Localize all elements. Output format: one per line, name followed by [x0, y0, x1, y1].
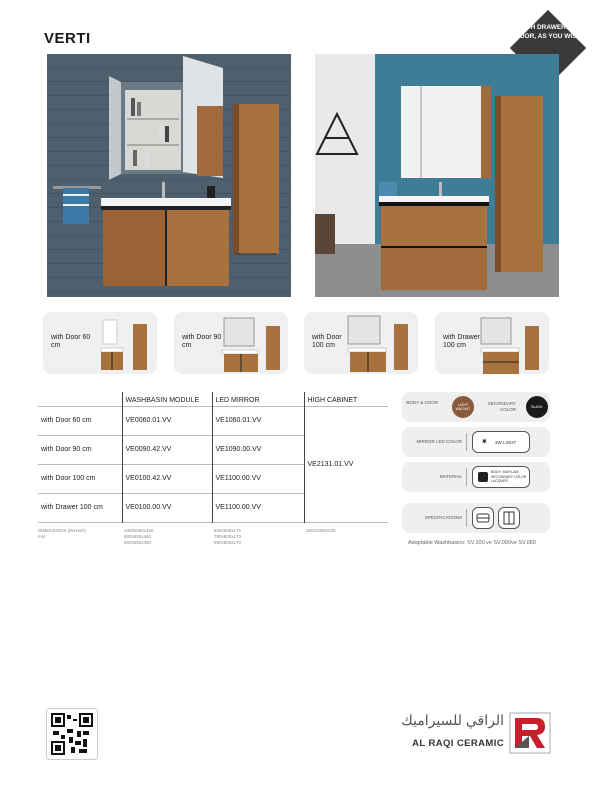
variant-card-door-60[interactable] — [43, 312, 157, 374]
dims-washbasin: 1000x650x450 900x650x450 600x650x450 — [124, 528, 154, 545]
divider — [466, 509, 467, 527]
spec-table — [38, 392, 388, 523]
brand-name-arabic: الراقي للسيراميك — [401, 712, 504, 728]
washbasin-code: VE0100.42.VV — [122, 464, 212, 493]
variant-card-door-100[interactable] — [304, 312, 418, 374]
dims-cabinet: 350x1300x330 — [306, 528, 336, 533]
mirror-code: VE1060.01.VV — [212, 406, 304, 435]
product-photo-room — [315, 54, 559, 297]
dims-mirror: 940x800x170 790x800x170 590x800x170 — [214, 528, 242, 545]
light-icon: ✷ — [481, 437, 488, 446]
washbasin-code: VE0090.42.VV — [122, 435, 212, 464]
qr-code-icon — [51, 713, 93, 755]
variant-card-door-90[interactable] — [174, 312, 288, 374]
row-label: with Door 100 cm — [41, 474, 96, 482]
specifications-card — [402, 503, 550, 533]
variant-label: with Door 60 cm — [51, 334, 91, 349]
variant-card-drawer-100[interactable] — [435, 312, 549, 374]
row-label: with Drawer 100 cm — [41, 503, 103, 511]
variant-label: with Door 100 cm — [312, 334, 342, 349]
product-illustration-open — [47, 54, 291, 297]
product-photo-open — [47, 54, 291, 297]
color-card — [402, 392, 550, 422]
header-washbasin: WASHBASIN MODULE — [122, 392, 212, 406]
table-corner — [38, 392, 122, 406]
variant-label: with Drawer 100 cm — [443, 334, 480, 349]
row-label: with Door 90 cm — [41, 445, 92, 453]
header-high-cabinet: HIGH CABINET — [304, 392, 388, 406]
led-value: 3W LIGHT — [495, 440, 517, 445]
washbasin-code: VE0100.00.VV — [122, 493, 212, 522]
layers-icon — [478, 472, 488, 482]
black-swatch: BLACK — [526, 396, 548, 418]
material-card — [402, 462, 550, 492]
company-logo-icon — [509, 712, 551, 754]
adaptable-washbasins-note: Adaptable Washbasins: SV.100 ve SV.090ve SV.060 — [408, 540, 536, 546]
mirror-led-card — [402, 427, 550, 457]
variant-thumbnail — [174, 312, 288, 374]
product-illustration-room — [315, 54, 559, 297]
row-label: with Door 60 cm — [41, 416, 92, 424]
page-title: VERTI — [44, 30, 91, 47]
led-box — [472, 431, 530, 453]
cabinet-icon — [498, 507, 520, 529]
material-box — [472, 466, 530, 488]
dimensions-label: DIMENSIONS (WxHxD) mm — [38, 528, 86, 539]
body-door-label: BODY & DOOR — [406, 400, 438, 405]
material-label: MATERIAL — [439, 474, 462, 479]
variant-thumbnail — [43, 312, 157, 374]
high-cabinet-code: VE2131.01.VV — [304, 406, 388, 522]
material-value: BODY: MDF/LAM SECONDARY COLOR LACQUER — [491, 470, 527, 483]
light-walnut-swatch: LIGHT WALNUT — [452, 396, 474, 418]
washbasin-code: VE0060.01.VV — [122, 406, 212, 435]
table-row — [38, 406, 388, 435]
washbasin-icon — [472, 507, 494, 529]
mirror-led-label: MIRROR LED COLOR — [416, 439, 462, 444]
variant-thumbnail — [435, 312, 549, 374]
header-led-mirror: LED MIRROR — [212, 392, 304, 406]
divider — [466, 468, 467, 486]
secondary-color-label: SECONDARY COLOR — [487, 401, 516, 412]
mirror-code: VE1100.00.VV — [212, 464, 304, 493]
divider — [466, 433, 467, 451]
variant-thumbnail — [304, 312, 418, 374]
specifications-label: SPECIFICATIONS — [424, 515, 462, 520]
badge-text: WITH DRAWER OR DOOR, AS YOU WISH — [514, 24, 582, 40]
mirror-code: VE1100.00.VV — [212, 493, 304, 522]
mirror-code: VE1090.00.VV — [212, 435, 304, 464]
brand-name-english: AL RAQI CERAMIC — [412, 738, 504, 749]
variant-label: with Door 90 cm — [182, 334, 222, 349]
qr-code[interactable] — [46, 708, 98, 760]
